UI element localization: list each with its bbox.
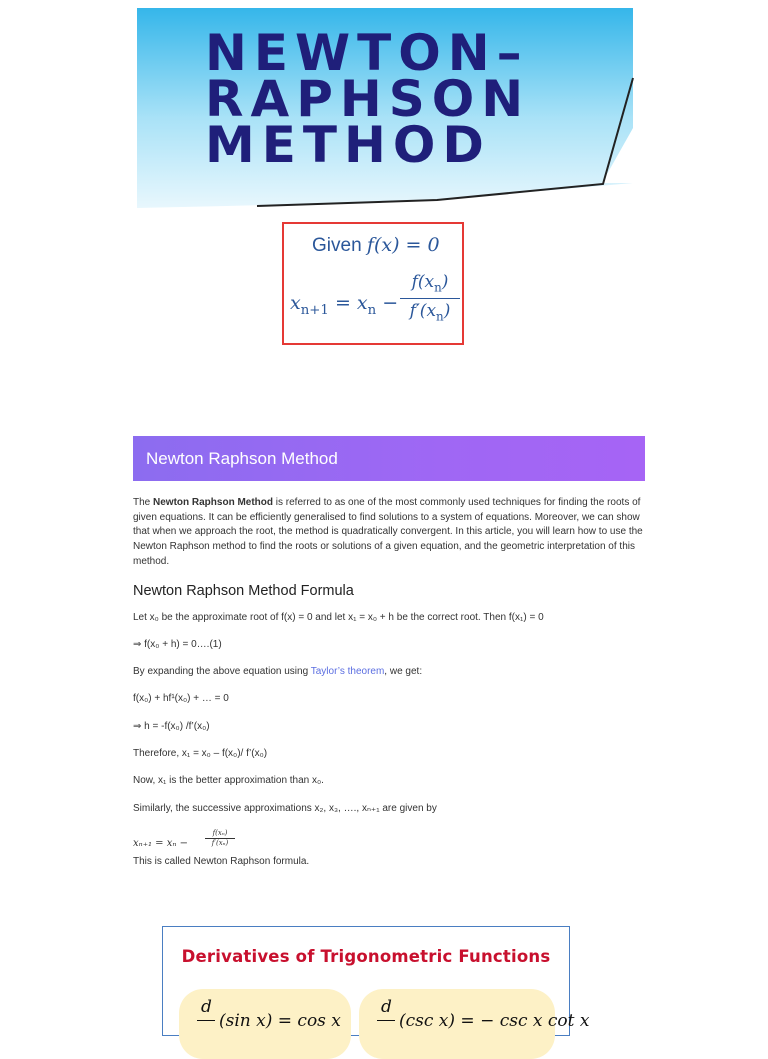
csc-derivative-d: d [381,997,392,1017]
formula-heading: Newton Raphson Method Formula [133,582,354,599]
formula-minus: − [382,292,399,314]
banner-title-line-3: METHOD [205,116,491,174]
fraction-bar [400,298,460,299]
inline-fraction-denominator: f′(xₙ) [211,838,229,847]
numerator-close: ) [441,272,449,292]
article-intro [133,496,645,570]
csc-derivative-expression: (csc x) = − csc x cot x [399,1011,590,1031]
line3-post: , we get: [384,666,423,678]
sin-derivative-bar [197,1020,215,1021]
derivation-line-4: f(x₀) + hf¹(x₀) + … = 0 [133,693,229,705]
given-condition [312,234,440,257]
denominator-close: ) [443,301,451,322]
derivation-line-5: ⇒ h = -f(x₀) /f’(x₀) [133,720,210,732]
line3-pre: By expanding the above equation using [133,666,311,678]
numerator-subscript: n [434,280,442,295]
derivation-line-6: Therefore, x₁ = x₀ – f(x₀)/ f’(x₀) [133,748,268,759]
formula-fraction [400,272,460,324]
intro-text: is referred to as one of the most commonly used techniques for finding the roots of given equations. It can be efficiently generalised to find solutions to a system of equations. Moreover, we can show that when we approach the root, the method is quadratically convergent. In this article, you will learn how to use the Newton Raphson method to find the roots or solutions of a given equation, and the geometric interpretation of this method. [133,497,643,567]
formula-x: x [290,292,301,314]
closing-line: This is called Newton Raphson formula. [133,855,310,867]
inline-formula-fraction [205,829,235,848]
newton-raphson-banner [137,8,633,208]
banner-title-line-2: RAPHSON [205,70,531,128]
derivatives-title: Derivatives of Trigonometric Functions [181,947,551,966]
fraction-denominator [400,301,460,323]
banner-title [205,24,531,174]
formula-lhs [290,292,398,318]
trig-derivatives-box [162,926,590,1036]
sin-derivative-card [179,989,351,1059]
sin-derivative-expression: (sin x) = cos x [219,1011,341,1031]
intro-bold-term: Newton Raphson Method [153,497,274,508]
formula-eq-x: = x [334,292,368,314]
inline-fraction-numerator: f(xₙ) [212,828,228,837]
denominator-subscript: n [436,309,444,324]
intro-pre: The [133,497,154,508]
formula-lhs-subscript: n+1 [300,302,329,318]
derivation-line-3 [133,665,645,680]
inline-formula-lhs: xₙ₊₁ = xₙ − [133,837,188,849]
article-body [133,496,645,870]
sin-derivative-d: d [201,997,212,1017]
given-word: Given [312,235,362,256]
newton-raphson-formula-box [282,222,464,345]
banner-title-line-1: NEWTON– [205,24,529,82]
fraction-numerator [400,272,460,296]
csc-derivative-card [359,989,590,1059]
given-expression: f(x) = 0 [366,234,440,256]
derivation-line-7: Now, x₁ is the better approximation than x₀. [133,775,324,787]
derivation-line-1: Let x₀ be the approximate root of f(x) = 0 and let x₁ = x₀ + h be the correct root. Then f(x₁) = 0 [133,611,544,623]
formula-eq-subscript: n [367,302,377,318]
csc-derivative-bar [377,1020,395,1021]
taylors-theorem-link[interactable]: Taylor’s theorem [310,666,385,678]
newton-raphson-inline-formula [133,829,645,855]
numerator-text: f(x [411,272,435,292]
denominator-text: f′(x [409,301,437,322]
iteration-formula [290,272,460,342]
derivation-line-2: ⇒ f(x₀ + h) = 0….(1) [133,638,222,650]
derivation-line-8: Similarly, the successive approximations x₂, x₃, …., xₙ₊₁ are given by [133,802,437,814]
article-header: Newton Raphson Method [133,436,645,481]
